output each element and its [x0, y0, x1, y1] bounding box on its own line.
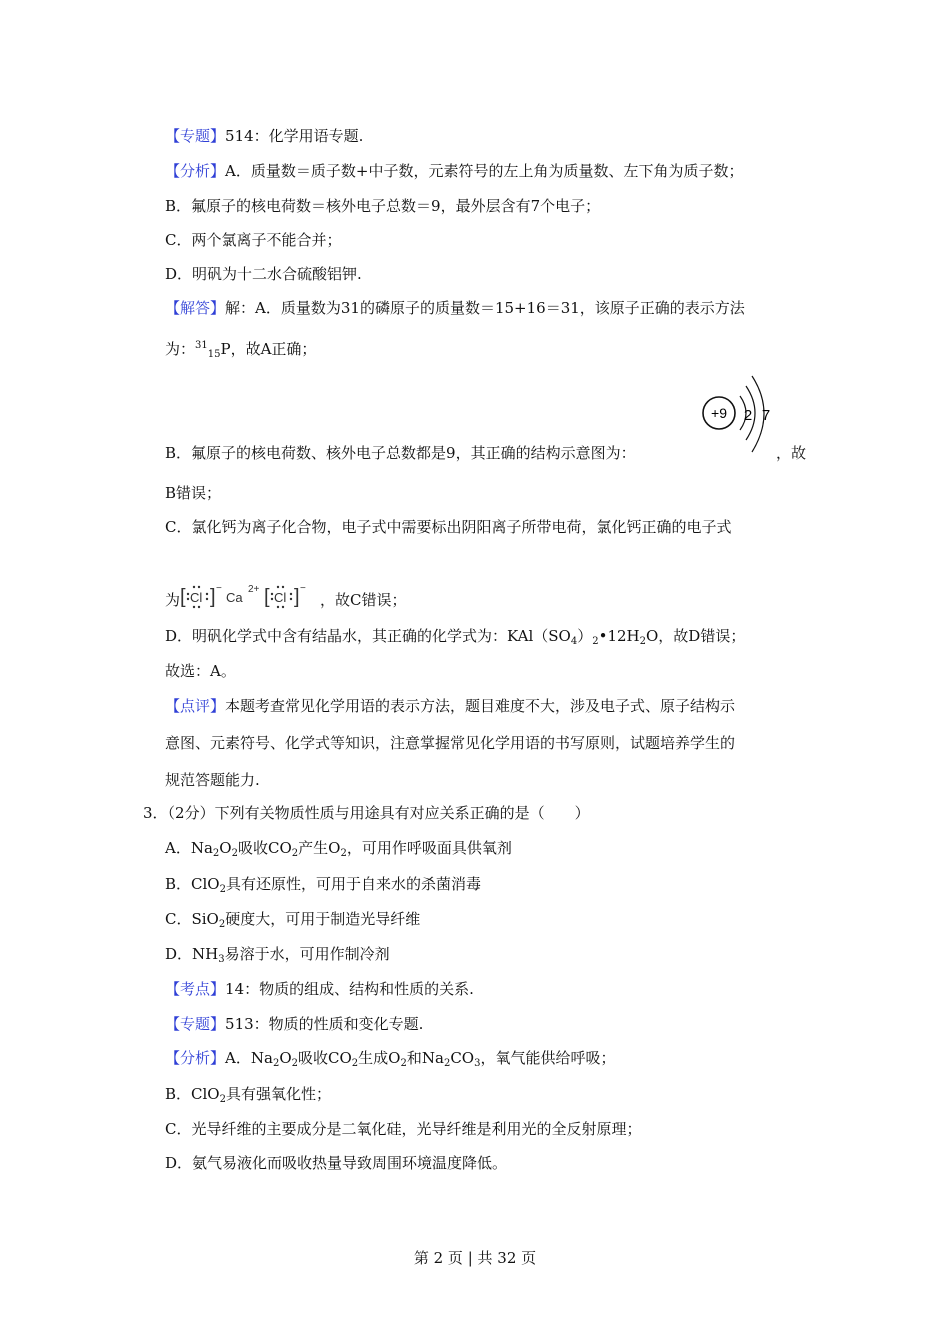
ca-symbol: Ca: [226, 590, 243, 605]
q2-jieda-c1: C．氯化钙为离子化合物，电子式中需要标出阴阳离子所带电荷，氯化钙正确的电子式: [165, 518, 732, 536]
shell2-electrons: 7: [761, 407, 771, 424]
zhuanti-tag: 【 专题 】: [165, 127, 225, 145]
q2-jieda-c2: [165, 583, 407, 610]
q2-jieda-b2: B错误；: [165, 484, 222, 502]
q3-fenxi-b: B．ClO$_2$具有强氧化性；: [165, 1085, 331, 1105]
nucleus-charge: +9: [711, 405, 727, 421]
q3-kaodian-text: 14：物质的组成、结构和性质的关系.: [225, 980, 474, 998]
cl-left: Cl: [190, 590, 203, 605]
svg-text:]: ]: [294, 586, 300, 608]
q2-dianping2: 意图、元素符号、化学式等知识，注意掌握常见化学用语的书写原则，试题培养学生的: [165, 734, 736, 752]
fenxi-tag: 【 分析 】: [165, 162, 225, 180]
jieda-c2-suffix: ，故C错误；: [320, 591, 407, 609]
kaodian-tag: 【 考点 】: [165, 980, 225, 998]
q2-zhuanti-text: 514：化学用语专题.: [225, 127, 364, 145]
shell1-electrons: 2: [743, 407, 753, 424]
q2-fenxi-d: D．明矾为十二水合硫酸铝钾.: [165, 265, 362, 283]
cl-right-charge: −: [300, 583, 306, 594]
jieda-tag: 【 解答 】: [165, 299, 225, 317]
q2-dianping-line: [165, 696, 735, 716]
q2-fenxi-line: [165, 161, 743, 181]
q3-option-b: B．ClO$_2$具有还原性，可用于自来水的杀菌消毒: [165, 875, 481, 895]
q3-kaodian-line: [165, 979, 474, 999]
q2-answer: 故选：A。: [165, 662, 236, 680]
phosphorus-symbol: P: [220, 340, 231, 358]
q3-option-d: D．$NH_3$易溶于水，可用作制冷剂: [165, 945, 390, 965]
zhuanti-tag: 【 专题 】: [165, 1015, 225, 1033]
q2-jieda-a1: 解：A．质量数为31的磷原子的质量数＝15+16＝31，该原子正确的表示方法: [225, 299, 745, 317]
q3-zhuanti-text: 513：物质的性质和变化专题.: [225, 1015, 424, 1033]
q2-zhuanti-line: [165, 126, 363, 146]
q2-dianping1: 本题考查常见化学用语的表示方法，题目难度不大，涉及电子式、原子结构示: [225, 697, 736, 715]
q2-jieda-a2: [165, 336, 316, 365]
q2-jieda-line: [165, 298, 745, 318]
dianping-tag: 【 点评 】: [165, 697, 225, 715]
fluorine-structure-diagram: [700, 372, 780, 458]
q3-fenxi-d: D．氨气易液化而吸收热量导致周围环境温度降低。: [165, 1154, 508, 1172]
mass-number: 31: [195, 340, 208, 351]
page-footer: 第 2 页 | 共 32 页: [413, 1249, 537, 1267]
q2-fenxi-b: B．氟原子的核电荷数＝核外电子总数＝9，最外层含有7个电子；: [165, 197, 601, 215]
q2-jieda-d: D．明矾化学式中含有结晶水，其正确的化学式为：$KAl(SO_4)_2•12H_2O$，故D错误；: [165, 627, 746, 647]
q2-jieda-b1-suffix: ，故: [776, 444, 807, 462]
q3-fenxi-c: C．光导纤维的主要成分是二氧化硅，光导纤维是利用光的全反射原理；: [165, 1120, 642, 1138]
q2-fenxi-a: A．质量数＝质子数+中子数，元素符号的左上角为质量数、左下角为质子数；: [225, 162, 744, 180]
q2-jieda-b1: B．氟原子的核电荷数、核外电子总数都是9，其正确的结构示意图为：: [165, 444, 636, 462]
q3-stem: 3．（2分）下列有关物质性质与用途具有对应关系正确的是（ ）: [143, 804, 590, 822]
q3-zhuanti-line: [165, 1014, 423, 1034]
svg-text:[: [: [180, 586, 186, 608]
svg-text:[: [: [264, 586, 270, 608]
jieda-a2-prefix: 为：: [165, 340, 196, 358]
cl-left-charge: −: [216, 583, 222, 594]
atomic-number: 15: [207, 349, 221, 360]
q3-fenxi-line: 【 分析 】 A．$Na_2O_2$吸收$CO_2$生成$O_2$和$Na_2CO_3$，氧气能供给呼吸；: [165, 1048, 615, 1074]
svg-text:]: ]: [210, 586, 216, 608]
ca-charge: 2+: [248, 584, 260, 595]
jieda-c2-prefix: 为: [165, 591, 181, 609]
cl-right: Cl: [274, 590, 287, 605]
q3-option-a: A．$Na_2O_2$吸收$CO_2$产生$O_2$，可用作呼吸面具供氧剂: [165, 839, 512, 859]
jieda-a2-suffix: ，故A正确；: [230, 340, 317, 358]
fenxi-tag: 【 分析 】: [165, 1049, 225, 1067]
q2-dianping3: 规范答题能力.: [165, 771, 260, 789]
cacl2-electron-formula: [180, 583, 318, 609]
q2-fenxi-c: C．两个氯离子不能合并；: [165, 231, 342, 249]
q3-option-c: C．SiO$_2$硬度大，可用于制造光导纤维: [165, 910, 421, 930]
